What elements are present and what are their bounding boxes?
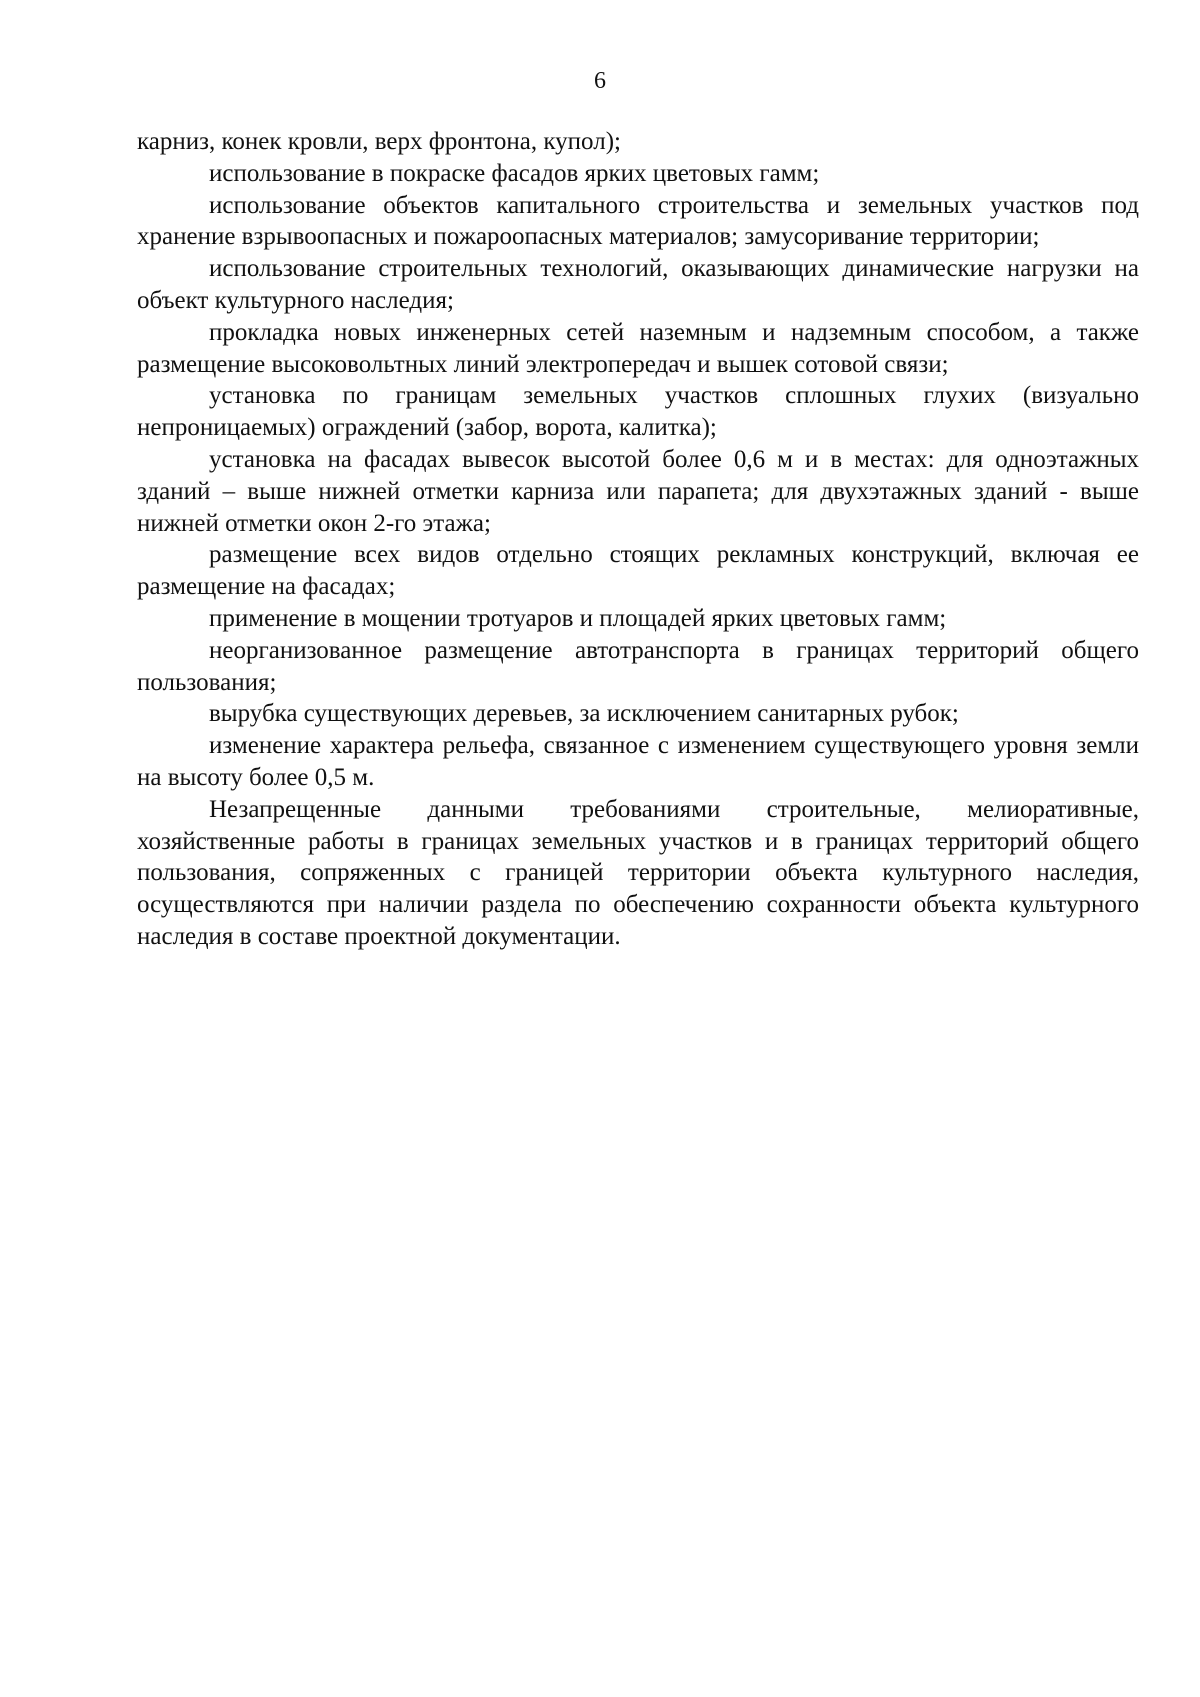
paragraph-advertising: размещение всех видов отдельно стоящих рекламных конструкций, включая ее размещение на фасадах; (137, 541, 1139, 601)
paragraph-tree-cutting: вырубка существующих деревьев, за исключением санитарных рубок; (209, 700, 959, 728)
page-number: 6 (594, 68, 606, 94)
paragraph-engineering-networks: прокладка новых инженерных сетей наземным и надземным способом, а также размещение высоковольтных линий электропередач и вышек сотовой связи; (137, 318, 1139, 378)
paragraph-fences: установка по границам земельных участков сплошных глухих (визуально непроницаемых) ограждений (забор, ворота, калитка); (137, 382, 1139, 442)
paragraph-signboards: установка на фасадах вывесок высотой более 0,6 м и в местах: для одноэтажных зданий – выше нижней отметки карниза или парапета; для двухэтажных зданий - выше нижней отметки окон 2-го этажа; (137, 445, 1139, 537)
paragraph-relief-change: изменение характера рельефа, связанное с изменением существующего уровня земли на высоту более 0,5 м. (137, 732, 1139, 791)
document-body (137, 126, 1139, 953)
paragraph-hazardous-storage: использование объектов капитального строительства и земельных участков под хранение взрывоопасных и пожароопасных материалов; замусоривание территории; (137, 191, 1139, 251)
paragraph-vehicle-placement: неорганизованное размещение автотранспорта в границах территорий общего пользования; (137, 636, 1139, 696)
paragraph-permitted-works: Незапрещенные данными требованиями строительные, мелиоративные, хозяйственные работы в границах земельных участков и в границах территорий общего пользования, сопряженных с границей территории объекта культурного наследия, осуществляются при наличии раздела по обеспечению сохранности объекта культурного наследия в составе проектной документации. (137, 795, 1139, 950)
paragraph-continuation: карниз, конек кровли, верх фронтона, купол); (137, 128, 621, 155)
paragraph-dynamic-loads: использование строительных технологий, оказывающих динамические нагрузки на объект культурного наследия; (137, 255, 1139, 314)
paragraph-facade-colors: использование в покраске фасадов ярких цветовых гамм; (209, 159, 820, 187)
paragraph-paving-colors: применение в мощении тротуаров и площадей ярких цветовых гамм; (209, 604, 947, 632)
